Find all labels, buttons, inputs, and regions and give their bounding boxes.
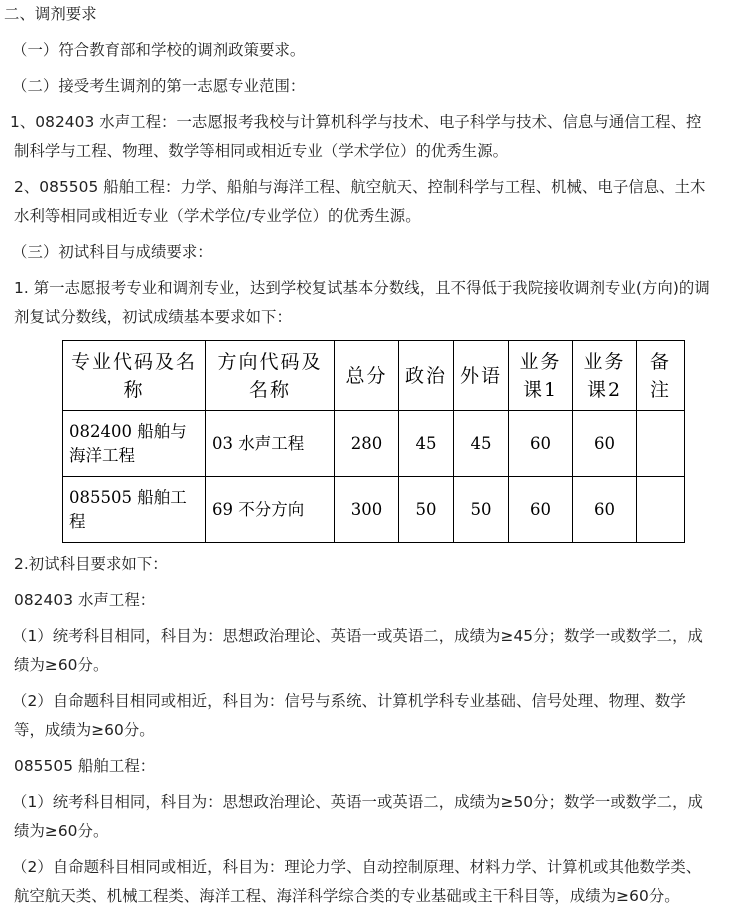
cell-politics: 50 bbox=[399, 477, 454, 543]
subject-082403-unified-line1: （1）统考科目相同，科目为：思想政治理论、英语一或英语二，成绩为≥45分；数学一或数学二，成 bbox=[12, 627, 703, 645]
subject-085505-self-line1: （2）自命题科目相同或相近，科目为：理论力学、自动控制原理、材料力学、计算机或其他数学类、 bbox=[12, 858, 702, 876]
cell-remark bbox=[637, 411, 685, 477]
header-total-score: 总分 bbox=[335, 341, 399, 411]
cell-major: 082400 船舶与海洋工程 bbox=[63, 411, 206, 477]
item-exam-subjects: （三）初试科目与成绩要求： bbox=[12, 243, 213, 261]
cell-direction: 69 不分方向 bbox=[206, 477, 335, 543]
item-policy: （一）符合教育部和学校的调剂政策要求。 bbox=[12, 41, 306, 59]
subject-082403-title: 082403 水声工程： bbox=[14, 591, 156, 609]
table-header-row bbox=[63, 341, 685, 411]
subject-085505-unified-line2: 绩为≥60分。 bbox=[14, 822, 109, 840]
subject-082403-self-line1: （2）自命题科目相同或相近，科目为：信号与系统、计算机学科专业基础、信号处理、物理、数学 bbox=[12, 692, 686, 710]
cell-course-2: 60 bbox=[573, 477, 637, 543]
major-085505-line1: 2、085505 船舶工程：力学、船舶与海洋工程、航空航天、控制科学与工程、机械、电子信息、土木 bbox=[14, 178, 706, 196]
header-direction-code: 方向代码及名称 bbox=[206, 341, 335, 411]
major-085505-line2: 水利等相同或相近专业（学术学位/专业学位）的优秀生源。 bbox=[14, 207, 421, 225]
cell-course-2: 60 bbox=[573, 411, 637, 477]
header-course-1: 业务课1 bbox=[509, 341, 573, 411]
table-row bbox=[63, 411, 685, 477]
subject-085505-title: 085505 船舶工程： bbox=[14, 757, 156, 775]
cell-politics: 45 bbox=[399, 411, 454, 477]
cell-total: 280 bbox=[335, 411, 399, 477]
score-requirement-table bbox=[62, 340, 685, 543]
table-row bbox=[63, 477, 685, 543]
subject-082403-self-line2: 等，成绩为≥60分。 bbox=[14, 721, 155, 739]
header-course-2: 业务课2 bbox=[573, 341, 637, 411]
subject-085505-unified-line1: （1）统考科目相同，科目为：思想政治理论、英语一或英语二，成绩为≥50分；数学一或数学二，成 bbox=[12, 793, 703, 811]
header-remark: 备注 bbox=[637, 341, 685, 411]
cell-foreign: 50 bbox=[454, 477, 509, 543]
cell-remark bbox=[637, 477, 685, 543]
subject-082403-unified-line2: 绩为≥60分。 bbox=[14, 656, 109, 674]
major-082403-line1: 1、082403 水声工程：一志愿报考我校与计算机科学与技术、电子科学与技术、信息与通信工程、控 bbox=[10, 113, 702, 131]
requirement-1-line1: 1. 第一志愿报考专业和调剂专业，达到学校复试基本分数线，且不得低于我院接收调剂专业(方向)的调 bbox=[14, 279, 710, 297]
header-politics: 政治 bbox=[399, 341, 454, 411]
subject-085505-self-line2: 航空航天类、机械工程类、海洋工程、海洋科学综合类的专业基础或主干科目等，成绩为≥60分。 bbox=[14, 887, 680, 905]
item-major-scope: （二）接受考生调剂的第一志愿专业范围： bbox=[12, 77, 306, 95]
section-title: 二、调剂要求 bbox=[4, 5, 97, 23]
header-foreign-language: 外语 bbox=[454, 341, 509, 411]
cell-course-1: 60 bbox=[509, 477, 573, 543]
cell-direction: 03 水声工程 bbox=[206, 411, 335, 477]
cell-major: 085505 船舶工程 bbox=[63, 477, 206, 543]
requirement-1-line2: 剂复试分数线，初试成绩基本要求如下： bbox=[14, 308, 292, 326]
cell-foreign: 45 bbox=[454, 411, 509, 477]
cell-course-1: 60 bbox=[509, 411, 573, 477]
major-082403-line2: 制科学与工程、物理、数学等相同或相近专业（学术学位）的优秀生源。 bbox=[14, 142, 509, 160]
header-major-code: 专业代码及名称 bbox=[63, 341, 206, 411]
cell-total: 300 bbox=[335, 477, 399, 543]
requirement-2: 2.初试科目要求如下： bbox=[14, 555, 168, 573]
